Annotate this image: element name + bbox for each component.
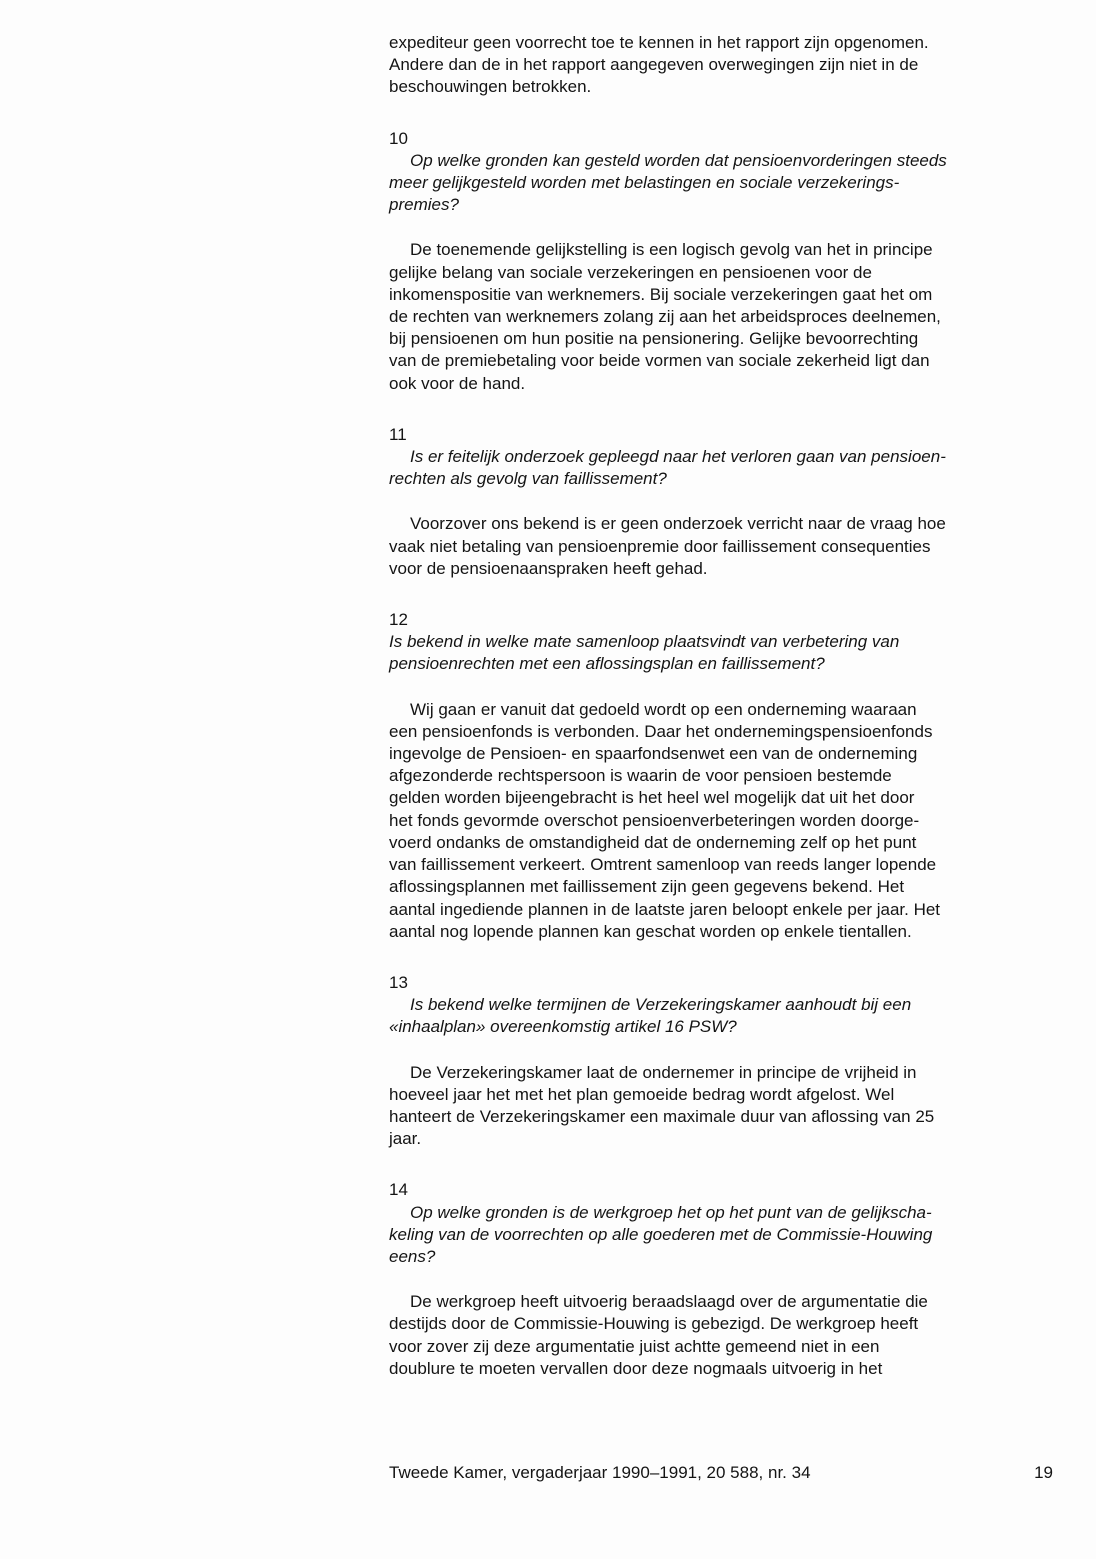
text-line: rechten als gevolg van faillissement? — [389, 469, 667, 489]
text-line: gelijke belang van sociale verzekeringen en pensioenen voor de — [389, 262, 872, 282]
text-line: destijds door de Commissie-Houwing is gebezigd. De werkgroep heeft — [389, 1314, 919, 1334]
text-line: Op welke gronden kan gesteld worden dat pensioenvorderingen steeds — [410, 150, 947, 170]
question-number: 10 — [389, 128, 408, 148]
text-line: ook voor de hand. — [389, 373, 526, 393]
text-line: van de premiebetaling voor beide vormen van sociale zekerheid ligt dan — [389, 351, 930, 371]
question-text — [389, 994, 1061, 1038]
qa-section-12 — [389, 609, 1061, 943]
qa-section-11 — [389, 424, 1061, 580]
text-line: keling van de voorrechten op alle goederen met de Commissie-Houwing — [389, 1224, 933, 1244]
text-line: gelden worden bijeengebracht is het heel wel mogelijk dat uit het door — [389, 788, 915, 808]
text-line: aantal ingediende plannen in de laatste jaren beloopt enkele per jaar. Het — [389, 899, 941, 919]
document-body — [389, 32, 1061, 1380]
question-text — [389, 150, 1061, 217]
qa-section-10 — [389, 128, 1061, 395]
text-line: Is bekend in welke mate samenloop plaatsvindt van verbetering van — [389, 632, 900, 652]
text-line: Voorzover ons bekend is er geen onderzoek verricht naar de vraag hoe — [410, 514, 946, 534]
text-line: pensioenrechten met een aflossingsplan en faillissement? — [389, 654, 825, 674]
answer-text — [389, 513, 1061, 580]
text-line: inkomenspositie van werknemers. Bij sociale verzekeringen gaat het om — [389, 284, 933, 304]
intro-paragraph — [389, 32, 1061, 99]
question-text — [389, 631, 1061, 675]
qa-section-13 — [389, 972, 1061, 1150]
text-line: doublure te moeten vervallen door deze nogmaals uitvoerig in het — [389, 1358, 883, 1378]
text-line: Wij gaan er vanuit dat gedoeld wordt op een onderneming waaraan — [410, 699, 917, 719]
text-line: Andere dan de in het rapport aangegeven overwegingen zijn niet in de — [389, 55, 919, 75]
text-line: hoeveel jaar het met het plan gemoeide bedrag wordt afgelost. Wel — [389, 1084, 895, 1104]
question-number: 12 — [389, 610, 408, 630]
text-line: een pensioenfonds is verbonden. Daar het ondernemingspensioenfonds — [389, 721, 933, 741]
text-line: beschouwingen betrokken. — [389, 77, 592, 97]
qa-section-14 — [389, 1179, 1061, 1380]
answer-text — [389, 239, 1061, 394]
text-line: voor zover zij deze argumentatie juist achtte gemeend niet in een — [389, 1336, 880, 1356]
text-line: meer gelijkgesteld worden met belastingen en sociale verzekerings- — [389, 173, 900, 193]
question-number: 13 — [389, 972, 408, 992]
text-line: de rechten van werknemers zolang zij aan het arbeidsproces deelnemen, — [389, 307, 941, 327]
text-line: Op welke gronden is de werkgroep het op het punt van de gelijkscha- — [410, 1202, 932, 1222]
text-line: aantal nog lopende plannen kan geschat worden op enkele tientallen. — [389, 921, 912, 941]
text-line: van faillissement verkeert. Omtrent samenloop van reeds langer lopende — [389, 855, 937, 875]
question-number: 11 — [389, 424, 407, 444]
answer-text — [389, 1291, 1061, 1380]
question-text — [389, 446, 1061, 490]
text-line: voor de pensioenaanspraken heeft gehad. — [389, 558, 708, 578]
text-line: De Verzekeringskamer laat de ondernemer in principe de vrijheid in — [410, 1062, 917, 1082]
footer-source: Tweede Kamer, vergaderjaar 1990–1991, 20 588, nr. 34 — [389, 1463, 811, 1482]
text-line: bij pensioenen om hun positie na pensionering. Gelijke bevoorrechting — [389, 329, 919, 349]
text-line: vaak niet betaling van pensioenpremie door faillissement consequenties — [389, 536, 931, 556]
text-line: Is er feitelijk onderzoek gepleegd naar het verloren gaan van pensioen- — [410, 447, 946, 467]
text-line: expediteur geen voorrecht toe te kennen in het rapport zijn opgenomen. — [389, 33, 929, 52]
text-line: voerd ondanks de omstandigheid dat de onderneming zelf op het punt — [389, 832, 917, 852]
answer-text — [389, 1062, 1061, 1151]
text-line: eens? — [389, 1246, 436, 1266]
text-line: ingevolge de Pensioen- en spaarfondsenwet een van de onderneming — [389, 744, 918, 764]
text-line: De toenemende gelijkstelling is een logisch gevolg van het in principe — [410, 240, 933, 260]
question-number: 14 — [389, 1180, 408, 1200]
text-line: De werkgroep heeft uitvoerig beraadslaagd over de argumentatie die — [410, 1292, 928, 1312]
text-line: Is bekend welke termijnen de Verzekeringskamer aanhoudt bij een — [410, 995, 912, 1015]
text-line: afgezonderde rechtspersoon is waarin de voor pensioen bestemde — [389, 766, 892, 786]
text-line: aflossingsplannen met faillissement zijn geen gegevens bekend. Het — [389, 877, 905, 897]
text-line: premies? — [389, 195, 459, 215]
question-text — [389, 1202, 1061, 1269]
text-line: hanteert de Verzekeringskamer een maximale duur van aflossing van 25 — [389, 1106, 935, 1126]
text-line: het fonds gevormde overschot pensioenverbeteringen worden doorge- — [389, 810, 920, 830]
text-line: jaar. — [389, 1129, 422, 1149]
text-line: «inhaalplan» overeenkomstig artikel 16 PSW? — [389, 1017, 737, 1037]
answer-text — [389, 699, 1061, 943]
page-number: 19 — [1034, 1463, 1053, 1482]
